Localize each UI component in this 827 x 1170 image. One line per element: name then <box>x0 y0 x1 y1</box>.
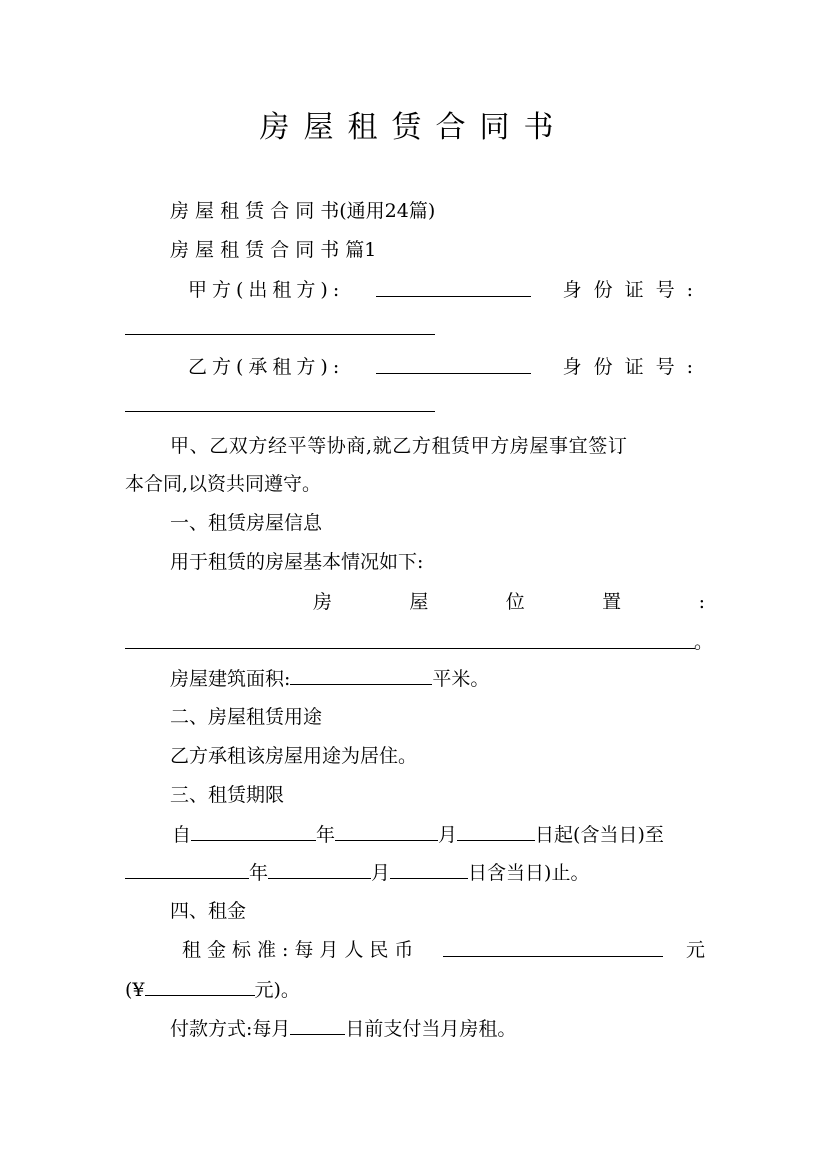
day-start-label: 日起(含当日)至 <box>535 824 664 846</box>
end-day-blank[interactable] <box>390 860 468 879</box>
party-a-id-label: 身份证号: <box>562 279 705 301</box>
intro-line-1: 甲、乙双方经平等协商,就乙方租赁甲方房屋事宜签订 <box>170 435 628 457</box>
period-start-line <box>172 822 712 847</box>
start-year-blank[interactable] <box>191 822 316 841</box>
rent-paren-close: 元)。 <box>254 979 300 1001</box>
document-title: 房屋租赁合同书 <box>259 110 568 145</box>
payment-line <box>170 1016 705 1041</box>
month-label: 月 <box>438 824 458 846</box>
day-end-label: 日含当日)止。 <box>468 862 590 884</box>
party-a-line <box>188 278 705 302</box>
year-label: 年 <box>249 862 269 884</box>
chapter-heading: 房 屋 租 赁 合 同 书 篇1 <box>170 239 377 261</box>
location-label <box>313 590 705 614</box>
party-a-name-blank[interactable] <box>376 278 531 297</box>
location-blank[interactable] <box>125 648 695 649</box>
year-label: 年 <box>316 824 336 846</box>
section-1-desc: 用于租赁的房屋基本情况如下: <box>170 551 424 573</box>
section-2-heading: 二、房屋租赁用途 <box>170 706 323 728</box>
rent-paren-open: (¥ <box>125 979 145 1001</box>
section-4-heading: 四、租金 <box>170 900 247 922</box>
month-label: 月 <box>371 862 391 884</box>
end-month-blank[interactable] <box>268 860 371 879</box>
section-3-heading: 三、租赁期限 <box>170 784 285 806</box>
payment-suffix: 日前支付当月房租。 <box>345 1018 517 1040</box>
party-a-label: 甲方(出租方): <box>188 279 345 301</box>
party-a-id-blank[interactable] <box>125 334 435 335</box>
location-char: 屋 <box>409 591 429 613</box>
period-end-line <box>125 860 685 885</box>
rent-label: 租金标准:每月人民币 <box>182 939 420 961</box>
end-year-blank[interactable] <box>125 860 249 879</box>
party-b-name-blank[interactable] <box>376 355 531 374</box>
location-char: 房 <box>313 591 333 613</box>
party-b-line <box>188 355 705 379</box>
location-period: 。 <box>694 631 714 653</box>
rent-number-line <box>125 977 705 1002</box>
subtitle: 房 屋 租 赁 合 同 书(通用24篇) <box>170 200 436 222</box>
area-unit: 平米。 <box>432 668 490 690</box>
location-char: 位 <box>505 591 525 613</box>
party-b-id-label: 身份证号: <box>562 356 705 378</box>
area-line <box>170 666 705 691</box>
location-char: 置 <box>602 591 622 613</box>
rent-number-blank[interactable] <box>145 977 255 996</box>
location-char: : <box>698 591 705 613</box>
section-1-heading: 一、租赁房屋信息 <box>170 512 323 534</box>
start-day-blank[interactable] <box>457 822 535 841</box>
area-label: 房屋建筑面积: <box>170 668 291 690</box>
area-blank[interactable] <box>290 666 432 685</box>
rent-yuan: 元 <box>685 939 705 961</box>
rent-line <box>182 938 705 962</box>
party-b-label: 乙方(承租方): <box>188 356 345 378</box>
intro-line-2: 本合同,以资共同遵守。 <box>125 473 322 495</box>
payment-day-blank[interactable] <box>290 1016 345 1035</box>
rent-amount-blank[interactable] <box>443 938 663 957</box>
payment-label: 付款方式:每月 <box>170 1018 291 1040</box>
start-month-blank[interactable] <box>335 822 438 841</box>
party-b-id-blank[interactable] <box>125 411 435 412</box>
from-label: 自 <box>172 824 192 846</box>
section-2-desc: 乙方承租该房屋用途为居住。 <box>170 745 418 767</box>
